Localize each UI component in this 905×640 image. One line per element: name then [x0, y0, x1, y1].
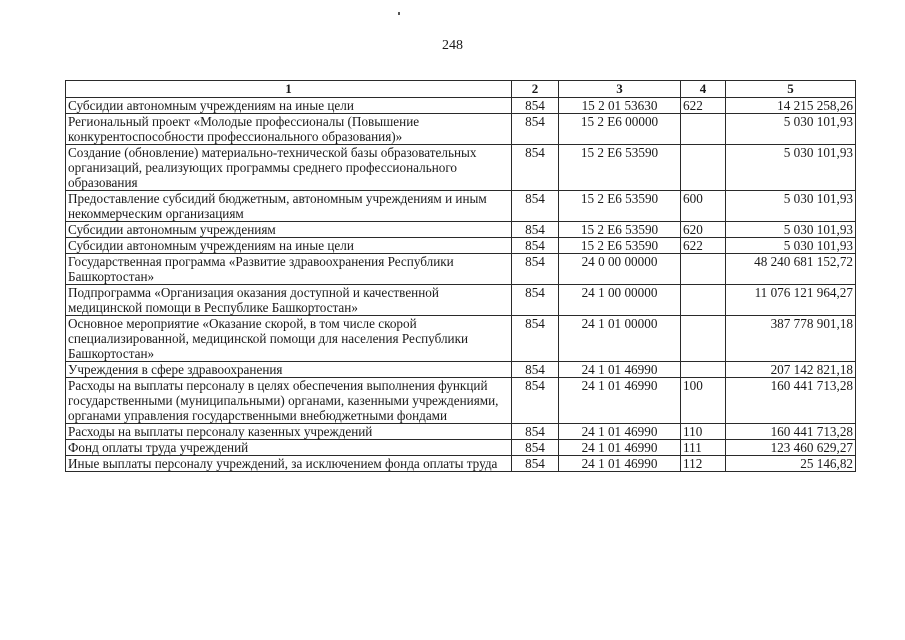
row-ministry-code-cell: 854 — [512, 191, 559, 222]
row-expense-type-cell — [681, 285, 726, 316]
header-row — [66, 81, 856, 98]
row-amount-cell: 14 215 258,26 — [726, 98, 856, 114]
row-expense-type-cell: 111 — [681, 440, 726, 456]
col-header-3: 3 — [559, 81, 681, 98]
row-amount-cell: 123 460 629,27 — [726, 440, 856, 456]
table-body — [66, 98, 856, 472]
row-ministry-code-cell: 854 — [512, 114, 559, 145]
table-row — [66, 285, 856, 316]
row-ministry-code-cell: 854 — [512, 378, 559, 424]
row-ministry-code-cell: 854 — [512, 285, 559, 316]
row-ministry-code-cell: 854 — [512, 456, 559, 472]
col-header-4: 4 — [681, 81, 726, 98]
col-header-2: 2 — [512, 81, 559, 98]
row-target-code-cell: 15 2 E6 53590 — [559, 222, 681, 238]
table-row — [66, 222, 856, 238]
row-amount-cell: 5 030 101,93 — [726, 145, 856, 191]
row-expense-type-cell: 110 — [681, 424, 726, 440]
table-row — [66, 378, 856, 424]
row-amount-cell: 160 441 713,28 — [726, 378, 856, 424]
table-row — [66, 114, 856, 145]
row-ministry-code-cell: 854 — [512, 424, 559, 440]
table-row — [66, 98, 856, 114]
row-expense-type-cell — [681, 254, 726, 285]
row-expense-type-cell — [681, 362, 726, 378]
row-name-cell: Фонд оплаты труда учреждений — [66, 440, 512, 456]
row-amount-cell: 25 146,82 — [726, 456, 856, 472]
row-ministry-code-cell: 854 — [512, 440, 559, 456]
row-amount-cell: 5 030 101,93 — [726, 222, 856, 238]
row-amount-cell: 48 240 681 152,72 — [726, 254, 856, 285]
table-row — [66, 145, 856, 191]
table-row — [66, 362, 856, 378]
row-name-cell: Субсидии автономным учреждениям — [66, 222, 512, 238]
row-expense-type-cell: 112 — [681, 456, 726, 472]
row-target-code-cell: 24 1 01 00000 — [559, 316, 681, 362]
row-target-code-cell: 24 1 01 46990 — [559, 440, 681, 456]
scan-speck — [398, 12, 400, 15]
row-amount-cell: 160 441 713,28 — [726, 424, 856, 440]
row-target-code-cell: 15 2 E6 53590 — [559, 238, 681, 254]
row-name-cell: Региональный проект «Молодые профессионалы (Повышение конкурентоспособности профессионального образования)» — [66, 114, 512, 145]
row-amount-cell: 5 030 101,93 — [726, 191, 856, 222]
table-row — [66, 238, 856, 254]
row-expense-type-cell: 100 — [681, 378, 726, 424]
table-row — [66, 254, 856, 285]
row-amount-cell: 387 778 901,18 — [726, 316, 856, 362]
table-row — [66, 316, 856, 362]
row-name-cell: Подпрограмма «Организация оказания доступной и качественной медицинской помощи в Республике Башкортостан» — [66, 285, 512, 316]
budget-table — [65, 80, 856, 472]
row-amount-cell: 5 030 101,93 — [726, 114, 856, 145]
row-name-cell: Создание (обновление) материально-технической базы образовательных организаций, реализующих программы среднего профессионального образования — [66, 145, 512, 191]
page-number: 248 — [442, 38, 463, 53]
row-expense-type-cell: 620 — [681, 222, 726, 238]
row-ministry-code-cell: 854 — [512, 362, 559, 378]
row-target-code-cell: 24 0 00 00000 — [559, 254, 681, 285]
row-ministry-code-cell: 854 — [512, 316, 559, 362]
row-name-cell: Основное мероприятие «Оказание скорой, в том числе скорой специализированной, медицинской помощи для населения Республики Башкортостан» — [66, 316, 512, 362]
table-row — [66, 191, 856, 222]
row-name-cell: Иные выплаты персоналу учреждений, за исключением фонда оплаты труда — [66, 456, 512, 472]
row-expense-type-cell: 622 — [681, 98, 726, 114]
row-amount-cell: 5 030 101,93 — [726, 238, 856, 254]
row-name-cell: Субсидии автономным учреждениям на иные цели — [66, 98, 512, 114]
row-expense-type-cell: 622 — [681, 238, 726, 254]
col-header-1: 1 — [66, 81, 512, 98]
row-ministry-code-cell: 854 — [512, 238, 559, 254]
row-ministry-code-cell: 854 — [512, 98, 559, 114]
row-target-code-cell: 15 2 E6 53590 — [559, 145, 681, 191]
row-target-code-cell: 15 2 01 53630 — [559, 98, 681, 114]
row-name-cell: Расходы на выплаты персоналу в целях обеспечения выполнения функций государственными (муниципальными) органами, казенными учреждениями, органами управления государственными внебюджетными фондами — [66, 378, 512, 424]
row-target-code-cell: 24 1 01 46990 — [559, 424, 681, 440]
row-expense-type-cell — [681, 145, 726, 191]
row-target-code-cell: 24 1 00 00000 — [559, 285, 681, 316]
row-name-cell: Предоставление субсидий бюджетным, автономным учреждениям и иным некоммерческим организациям — [66, 191, 512, 222]
row-expense-type-cell: 600 — [681, 191, 726, 222]
row-name-cell: Учреждения в сфере здравоохранения — [66, 362, 512, 378]
row-target-code-cell: 24 1 01 46990 — [559, 378, 681, 424]
table-row — [66, 424, 856, 440]
col-header-5: 5 — [726, 81, 856, 98]
row-target-code-cell: 15 2 E6 00000 — [559, 114, 681, 145]
row-amount-cell: 207 142 821,18 — [726, 362, 856, 378]
row-target-code-cell: 15 2 E6 53590 — [559, 191, 681, 222]
row-name-cell: Государственная программа «Развитие здравоохранения Республики Башкортостан» — [66, 254, 512, 285]
row-ministry-code-cell: 854 — [512, 254, 559, 285]
row-ministry-code-cell: 854 — [512, 222, 559, 238]
row-expense-type-cell — [681, 316, 726, 362]
row-name-cell: Расходы на выплаты персоналу казенных учреждений — [66, 424, 512, 440]
table-row — [66, 440, 856, 456]
row-target-code-cell: 24 1 01 46990 — [559, 456, 681, 472]
row-target-code-cell: 24 1 01 46990 — [559, 362, 681, 378]
row-name-cell: Субсидии автономным учреждениям на иные цели — [66, 238, 512, 254]
row-amount-cell: 11 076 121 964,27 — [726, 285, 856, 316]
row-ministry-code-cell: 854 — [512, 145, 559, 191]
table-row — [66, 456, 856, 472]
table-header — [66, 81, 856, 98]
row-expense-type-cell — [681, 114, 726, 145]
